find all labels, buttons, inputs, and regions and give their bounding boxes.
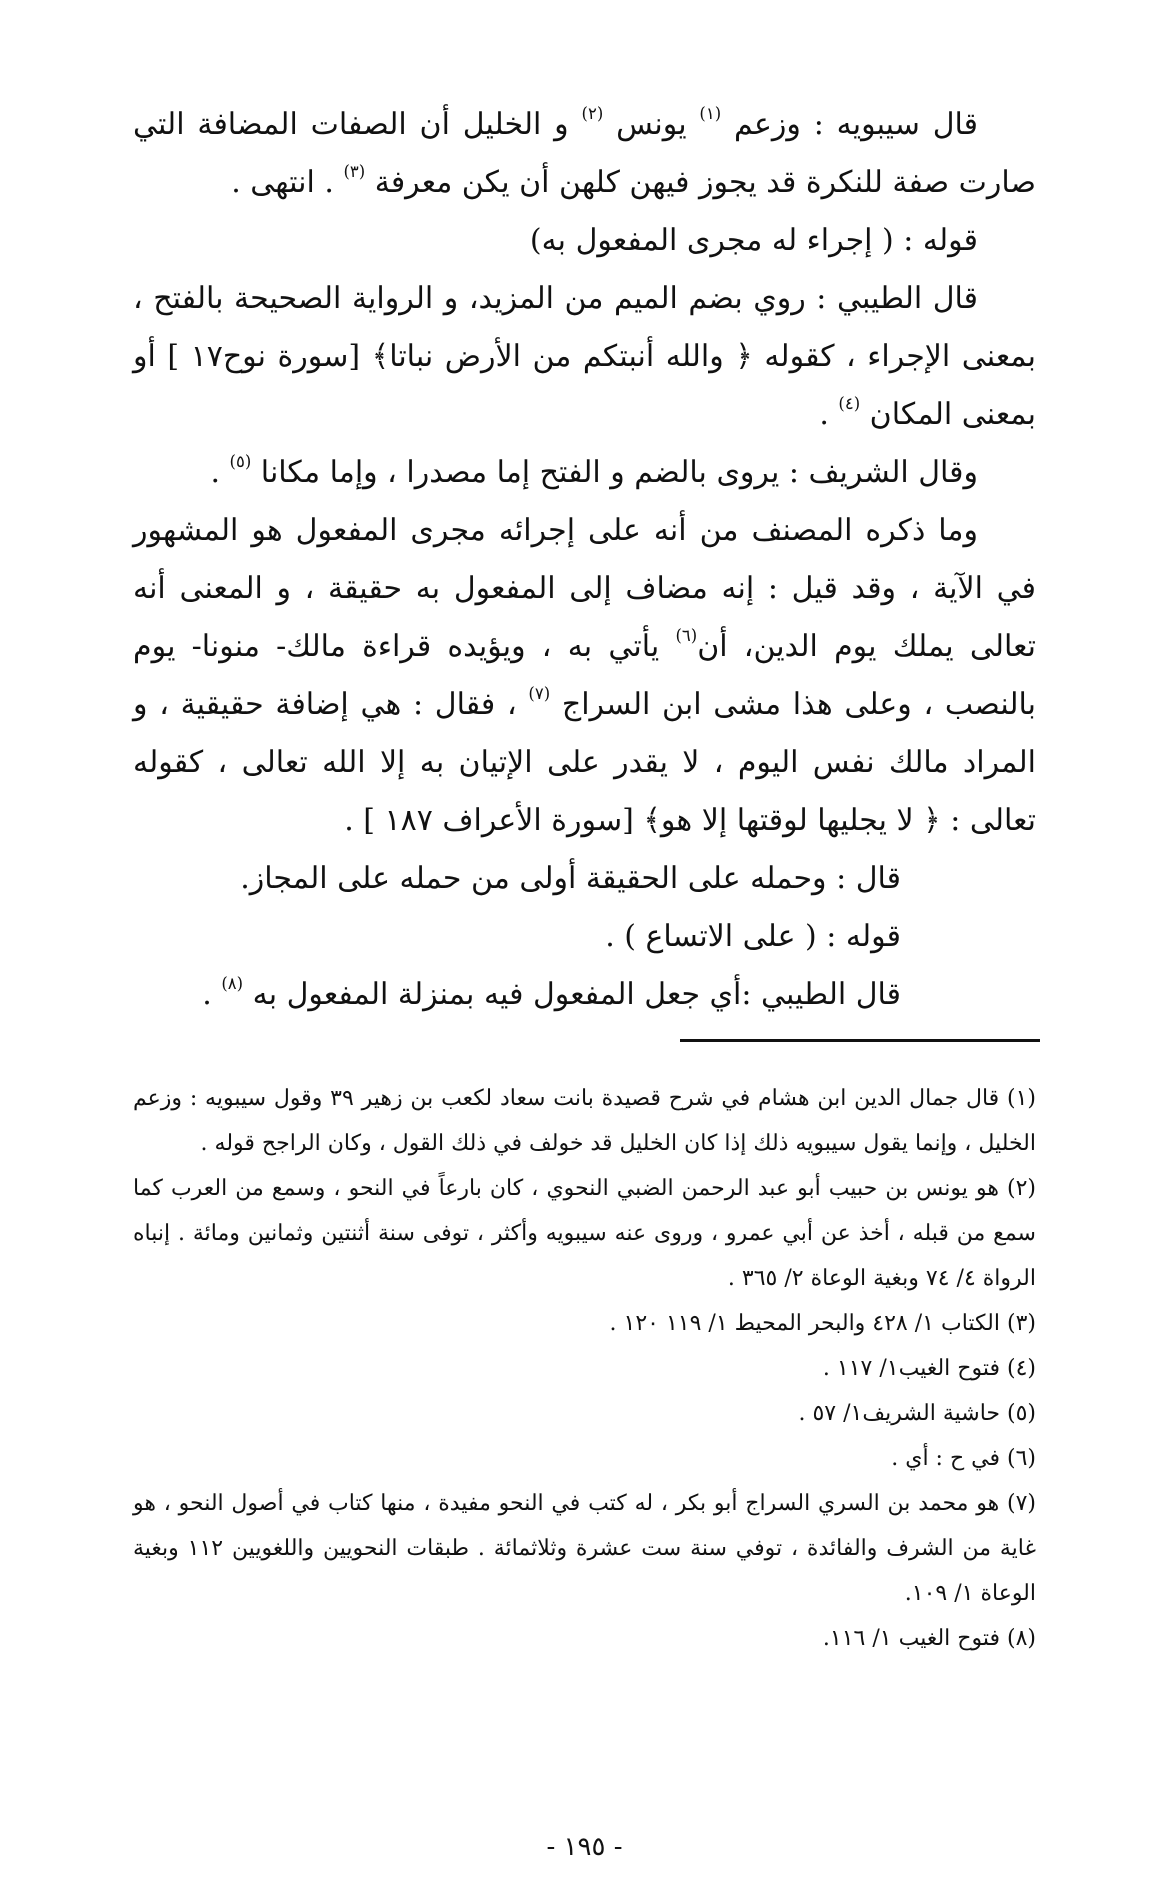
footnote-ref: (٤): [838, 394, 861, 414]
paragraph-tibi-1: [133, 270, 1036, 444]
footnote-ref: (٥): [229, 452, 252, 472]
paragraph-musannif: [133, 502, 1036, 850]
text-run: قال سيبويه : وزعم: [721, 107, 978, 142]
footnote-8: (٨) فتوح الغيب ١/ ١١٦.: [822, 1626, 1036, 1651]
footnote-ref: (١): [699, 104, 722, 124]
footnote-7: (٧) هو محمد بن السري السراج أبو بكر ، له كتب في النحو مفيدة ، منها كتاب في أصول النحو ، هو غاية من الشرف والفائدة ، توفي سنة ست عشرة وثلاثمائة . طبقات النحويين واللغويين ١١٢ وبغية الوعاة ١/ ١٠٩.: [133, 1491, 1036, 1606]
footnote-ref: (٧): [528, 684, 551, 704]
text-run: قوله : ( إجراء له مجرى المفعول به): [529, 223, 978, 258]
main-text: [133, 96, 1036, 1024]
text-run: يأتي به ، ويؤيده قراءة مالك- منونا- يوم بالنصب ، وعلى هذا مشى ابن السراج: [133, 629, 1036, 722]
text-run: .: [819, 397, 839, 432]
footnote-1: (١) قال جمال الدين ابن هشام في شرح قصيدة بانت سعاد لكعب بن زهير ٣٩ وقول سيبويه : وزعم الخليل ، وإنما يقول سيبويه ذلك إذا كان الخليل قد خولف في ذلك القول ، وكان الراجح قوله .: [133, 1086, 1036, 1156]
footnote-separator: [680, 1039, 1040, 1042]
footnote-3: (٣) الكتاب ١/ ٤٢٨ والبحر المحيط ١/ ١١٩ ١٢٠ .: [609, 1311, 1036, 1336]
text-run: يونس: [603, 107, 700, 142]
text-run: قال : وحمله على الحقيقة أولى من حمله على المجاز.: [240, 861, 901, 896]
paragraph-sibawayh: [133, 96, 1036, 212]
text-run: وقال الشريف : يروى بالضم و الفتح إما مصدرا ، وإما مكانا: [251, 455, 978, 490]
text-run: قال الطيبي : روي بضم الميم من المزيد، و الرواية الصحيحة بالفتح ، بمعنى الإجراء ، كقوله ﴿ والله أنبتكم من الأرض نباتا﴾ [سورة نوح١٧ ] أو بمعنى المكان: [133, 281, 1036, 432]
paragraph-qawluhu-ijra: [133, 212, 1036, 270]
paragraph-qawluhu-ittisa: [133, 908, 1036, 966]
footnote-ref: (٦): [675, 626, 698, 646]
paragraph-qal-haml: [133, 850, 1036, 908]
footnote-5: (٥) حاشية الشريف١/ ٥٧ .: [798, 1401, 1036, 1426]
paragraph-sharif: [133, 444, 1036, 502]
footnote-6: (٦) في ح : أي .: [891, 1446, 1036, 1471]
text-run: . انتهى .: [231, 165, 344, 200]
text-run: وما ذكره المصنف من أنه على إجرائه مجرى المفعول هو المشهور في الآية ، وقد قيل : إنه مضاف إلى المفعول به حقيقة ، و المعنى أنه تعالى يملك يوم الدين، أن: [133, 513, 1036, 664]
footnote-ref: (٨): [221, 974, 244, 994]
footnotes: [133, 1076, 1036, 1661]
footnote-4: (٤) فتوح الغيب١/ ١١٧ .: [822, 1356, 1036, 1381]
page-number: - ١٩٥ -: [546, 1832, 623, 1862]
text-run: قوله : ( على الاتساع ) .: [605, 919, 901, 954]
paragraph-tibi-2: [133, 966, 1036, 1024]
text-run: .: [202, 977, 222, 1012]
text-run: و الخليل أن الصفات المضافة التي صارت صفة للنكرة قد يجوز فيهن كلهن أن يكن معرفة: [133, 107, 1036, 200]
footnote-ref: (٢): [581, 104, 604, 124]
text-run: ، فقال : هي إضافة حقيقية ، و المراد مالك نفس اليوم ، لا يقدر على الإتيان به إلا الله تعالى ، كقوله تعالى : ﴿ لا يجليها لوقتها إلا هو﴾ [سورة الأعراف ١٨٧ ] .: [133, 687, 1036, 838]
text-run: قال الطيبي :أي جعل المفعول فيه بمنزلة المفعول به: [243, 977, 901, 1012]
footnote-2: (٢) هو يونس بن حبيب أبو عبد الرحمن الضبي النحوي ، كان بارعاً في النحو ، وسمع من العرب كما سمع من قبله ، أخذ عن أبي عمرو ، وروى عنه سيبويه وأكثر ، توفى سنة أثنتين وثمانين ومائة . إنباه الرواة ٤/ ٧٤ وبغية الوعاة ٢/ ٣٦٥ .: [133, 1176, 1036, 1291]
text-run: .: [210, 455, 230, 490]
footnote-ref: (٣): [343, 162, 366, 182]
